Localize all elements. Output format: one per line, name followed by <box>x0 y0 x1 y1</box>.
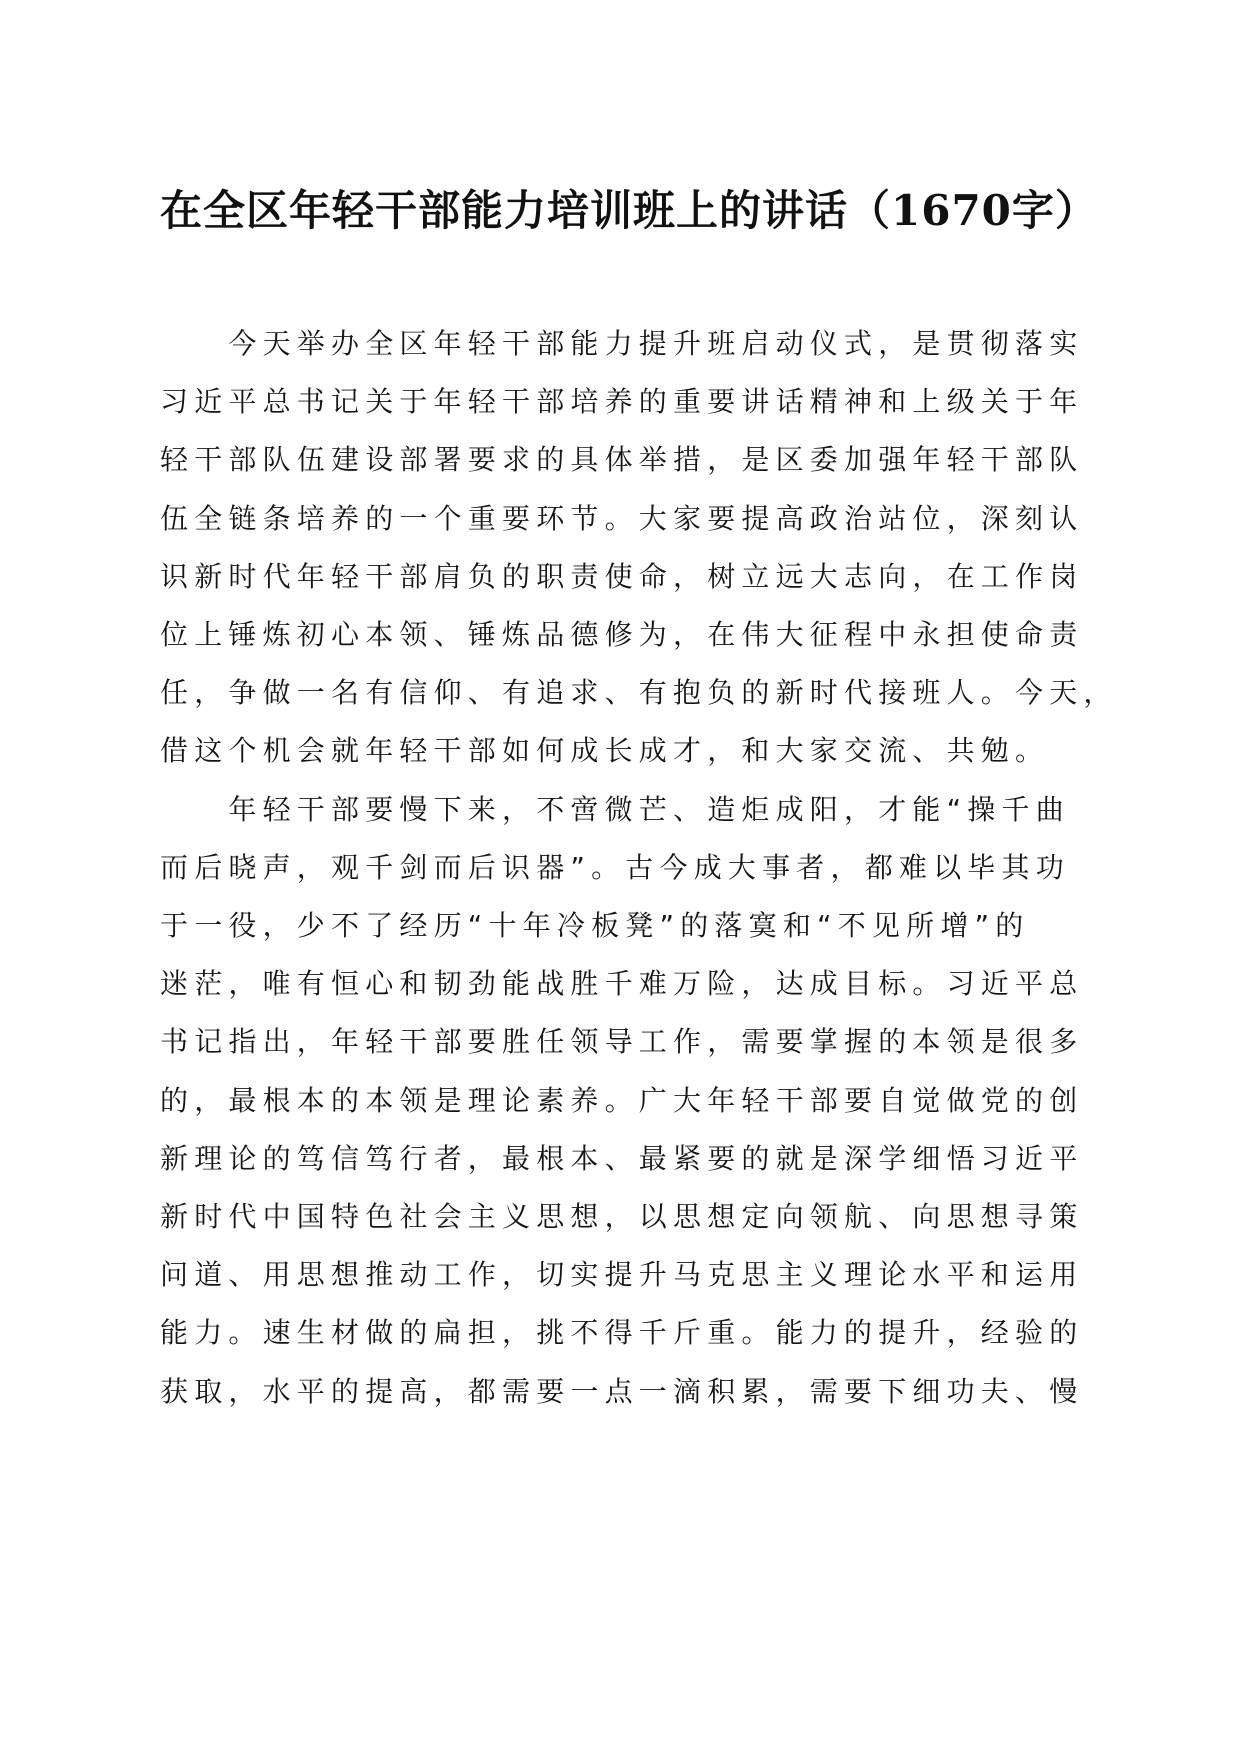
paragraph-line: 伍全链条培养的一个重要环节。大家要提高政治站位，深刻认 <box>160 501 1084 535</box>
paragraph-line: 轻干部队伍建设部署要求的具体举措，是区委加强年轻干部队 <box>160 443 1084 477</box>
paragraph-line: 借这个机会就年轻干部如何成长成才，和大家交流、共勉。 <box>160 734 1050 768</box>
paragraph-line: 问道、用思想推动工作，切实提升马克思主义理论水平和运用 <box>160 1258 1084 1292</box>
paragraph-line: 于一役，少不了经历“十年冷板凳”的落寞和“不见所增”的 <box>160 909 1030 943</box>
paragraph-line: 获取，水平的提高，都需要一点一滴积累，需要下细功夫、慢 <box>160 1374 1084 1408</box>
paragraph-line: 位上锤炼初心本领、锤炼品德修为，在伟大征程中永担使命责 <box>160 618 1084 652</box>
document-body <box>160 315 1118 1421</box>
paragraph-line: 迷茫，唯有恒心和韧劲能战胜千难万险，达成目标。习近平总 <box>160 967 1084 1001</box>
paragraph-line: 年轻干部要慢下来，不啻微芒、造炬成阳，才能“操千曲 <box>160 792 1070 826</box>
paragraph-line: 任，争做一名有信仰、有追求、有抱负的新时代接班人。今天， <box>160 676 1118 710</box>
paragraph-line: 而后晓声，观千剑而后识器”。古今成大事者，都难以毕其功 <box>160 850 1070 884</box>
paragraph-line: 能力。速生材做的扁担，挑不得千斤重。能力的提升，经验的 <box>160 1316 1084 1350</box>
paragraph-line: 新理论的笃信笃行者，最根本、最紧要的就是深学细悟习近平 <box>160 1141 1084 1175</box>
document-title: 在全区年轻干部能力培训班上的讲话（1670字） <box>160 186 1098 235</box>
paragraph-line: 新时代中国特色社会主义思想，以思想定向领航、向思想寻策 <box>160 1200 1084 1234</box>
paragraph-line: 书记指出，年轻干部要胜任领导工作，需要掌握的本领是很多 <box>160 1025 1084 1059</box>
paragraph-1 <box>160 315 1118 781</box>
paragraph-line: 的，最根本的本领是理论素养。广大年轻干部要自觉做党的创 <box>160 1083 1084 1117</box>
paragraph-line: 习近平总书记关于年轻干部培养的重要讲话精神和上级关于年 <box>160 385 1084 419</box>
paragraph-line: 识新时代年轻干部肩负的职责使命，树立远大志向，在工作岗 <box>160 559 1084 593</box>
paragraph-line: 今天举办全区年轻干部能力提升班启动仪式，是贯彻落实 <box>160 327 1084 360</box>
paragraph-2 <box>160 781 1082 1421</box>
